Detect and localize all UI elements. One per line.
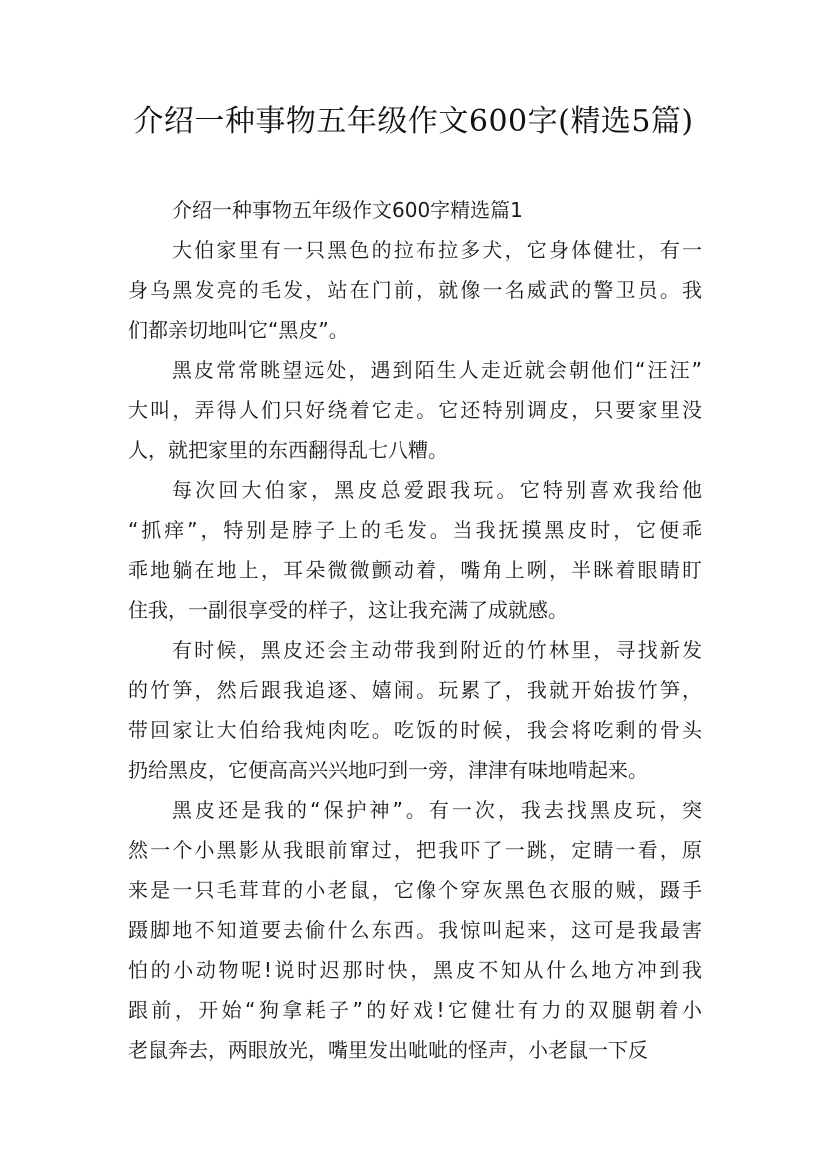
paragraph-line: 带回家让大伯给我炖肉吃。吃饭的时候，我会将吃剩的骨头 — [128, 718, 702, 742]
paragraph-line: 然一个小黑影从我眼前窜过，把我吓了一跳，定睛一看，原 — [128, 838, 702, 862]
paragraph-line: 扔给黑皮，它便高高兴兴地叼到一旁，津津有味地啃起来。 — [128, 758, 648, 782]
paragraph-line: 老鼠奔去，两眼放光，嘴里发出呲呲的怪声，小老鼠一下反 — [128, 1038, 648, 1062]
paragraph-line: 怕的小动物呢!说时迟那时快，黑皮不知从什么地方冲到我 — [128, 958, 702, 982]
paragraph-line: 黑皮常常眺望远处，遇到陌生人走近就会朝他们“汪汪” — [172, 358, 702, 382]
paragraph-line: 黑皮还是我的“保护神”。有一次，我去找黑皮玩，突 — [172, 798, 702, 822]
paragraph-line: 乖地躺在地上，耳朵微微颤动着，嘴角上咧，半眯着眼睛盯 — [128, 558, 702, 582]
paragraph-line: 有时候，黑皮还会主动带我到附近的竹林里，寻找新发 — [172, 638, 702, 662]
paragraph-line: 们都亲切地叫它“黑皮”。 — [128, 318, 349, 342]
paragraph-line: 来是一只毛茸茸的小老鼠，它像个穿灰黑色衣服的贼，蹑手 — [128, 878, 702, 902]
page-title: 介绍一种事物五年级作文600字(精选5篇) — [133, 104, 694, 139]
paragraph-line: 大伯家里有一只黑色的拉布拉多犬，它身体健壮，有一 — [172, 238, 702, 262]
section-heading: 介绍一种事物五年级作文600字精选篇1 — [172, 198, 523, 222]
paragraph-line: 蹑脚地不知道要去偷什么东西。我惊叫起来，这可是我最害 — [128, 918, 702, 942]
paragraph-line: 每次回大伯家，黑皮总爱跟我玩。它特别喜欢我给他 — [172, 478, 702, 502]
paragraph-line: “抓痒”，特别是脖子上的毛发。当我抚摸黑皮时，它便乖 — [128, 518, 702, 542]
paragraph-line: 住我，一副很享受的样子，这让我充满了成就感。 — [128, 598, 568, 622]
paragraph-line: 跟前，开始“狗拿耗子”的好戏!它健壮有力的双腿朝着小 — [128, 998, 702, 1022]
paragraph-line: 人，就把家里的东西翻得乱七八糟。 — [128, 438, 448, 462]
paragraph-line: 大叫，弄得人们只好绕着它走。它还特别调皮，只要家里没 — [128, 398, 702, 422]
paragraph-line: 身乌黑发亮的毛发，站在门前，就像一名威武的警卫员。我 — [128, 278, 702, 302]
paragraph-line: 的竹笋，然后跟我追逐、嬉闹。玩累了，我就开始拔竹笋， — [128, 678, 702, 702]
article-body — [128, 190, 702, 1070]
